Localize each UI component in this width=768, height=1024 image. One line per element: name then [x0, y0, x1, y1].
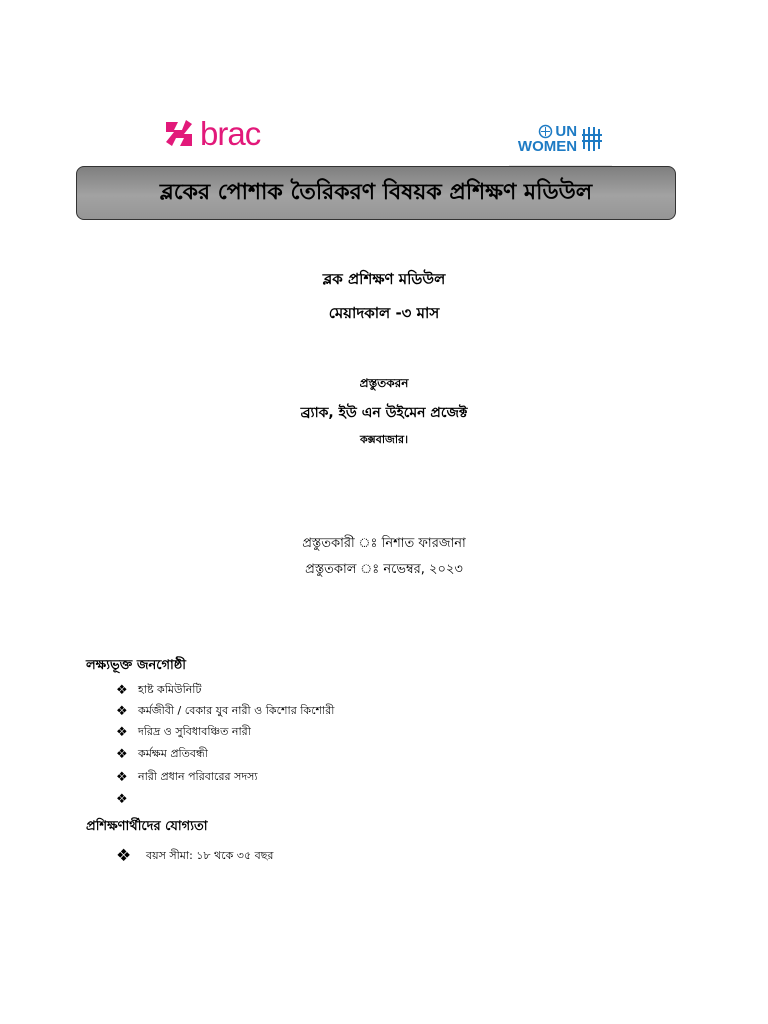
brac-swirl-icon	[162, 116, 196, 150]
qualification-list	[116, 845, 273, 867]
brac-logo	[162, 116, 260, 150]
title-banner	[76, 166, 676, 220]
list-item: ❖ কর্মক্ষম প্রতিবন্ধী	[116, 747, 208, 762]
diamond-bullet-icon: ❖	[116, 725, 128, 740]
prepared-org: ব্র্যাক, ইউ এন উইমেন প্রজেক্ট	[300, 405, 468, 421]
list-item: ❖ দরিদ্র ও সুবিধাবঞ্চিত নারী	[116, 725, 251, 740]
un-emblem-icon	[538, 124, 553, 139]
list-item: ❖ হাষ্ট কমিউনিটি	[116, 683, 202, 698]
module-name: ব্লক প্রশিক্ষণ মডিউল	[322, 270, 446, 288]
module-duration: মেয়াদকাল -৩ মাস	[328, 304, 440, 322]
prepared-label: প্রস্তুতকরন	[359, 376, 409, 390]
target-group-list	[116, 680, 334, 809]
diamond-bullet-icon: ❖	[116, 683, 128, 698]
unwomen-line2: WOMEN	[517, 137, 578, 155]
diamond-bullet-icon: ❖	[116, 747, 128, 762]
brac-wordmark: brac	[200, 114, 261, 152]
unwomen-logo	[509, 112, 612, 166]
unwomen-figures-icon	[581, 125, 603, 153]
prepared-place: কক্সবাজার।	[359, 433, 409, 446]
unwomen-line1: UN	[555, 122, 578, 140]
list-item: ❖ বয়স সীমা: ১৮ থকে ৩৫ বছর	[116, 846, 274, 866]
target-group-heading: লক্ষ্যভূক্ত জনগোষ্ঠী	[86, 658, 186, 673]
diamond-bullet-icon: ❖	[116, 770, 128, 785]
document-title: ব্লকের পোশাক তৈরিকরণ বিষয়ক প্রশিক্ষণ মডিউল	[159, 179, 593, 205]
diamond-bullet-icon: ❖	[116, 846, 132, 866]
list-item	[116, 789, 334, 809]
list-item: ❖ নারী প্রধান পরিবারের সদস্য	[116, 770, 258, 785]
diamond-bullet-icon: ❖	[116, 704, 128, 719]
qualification-heading: প্রশিক্ষণার্থীদের যোগ্যতা	[86, 819, 208, 834]
diamond-bullet-icon: ❖	[116, 791, 128, 807]
list-item: ❖ কর্মজীবী / বেকার যুব নারী ও কিশোর কিশোরী	[116, 704, 335, 719]
preparer-line: প্রস্তুতকারী ঃ নিশাত ফারজানা	[302, 536, 466, 551]
prepared-date-line: প্রস্তুতকাল ঃ নভেম্বর, ২০২৩	[305, 562, 463, 577]
